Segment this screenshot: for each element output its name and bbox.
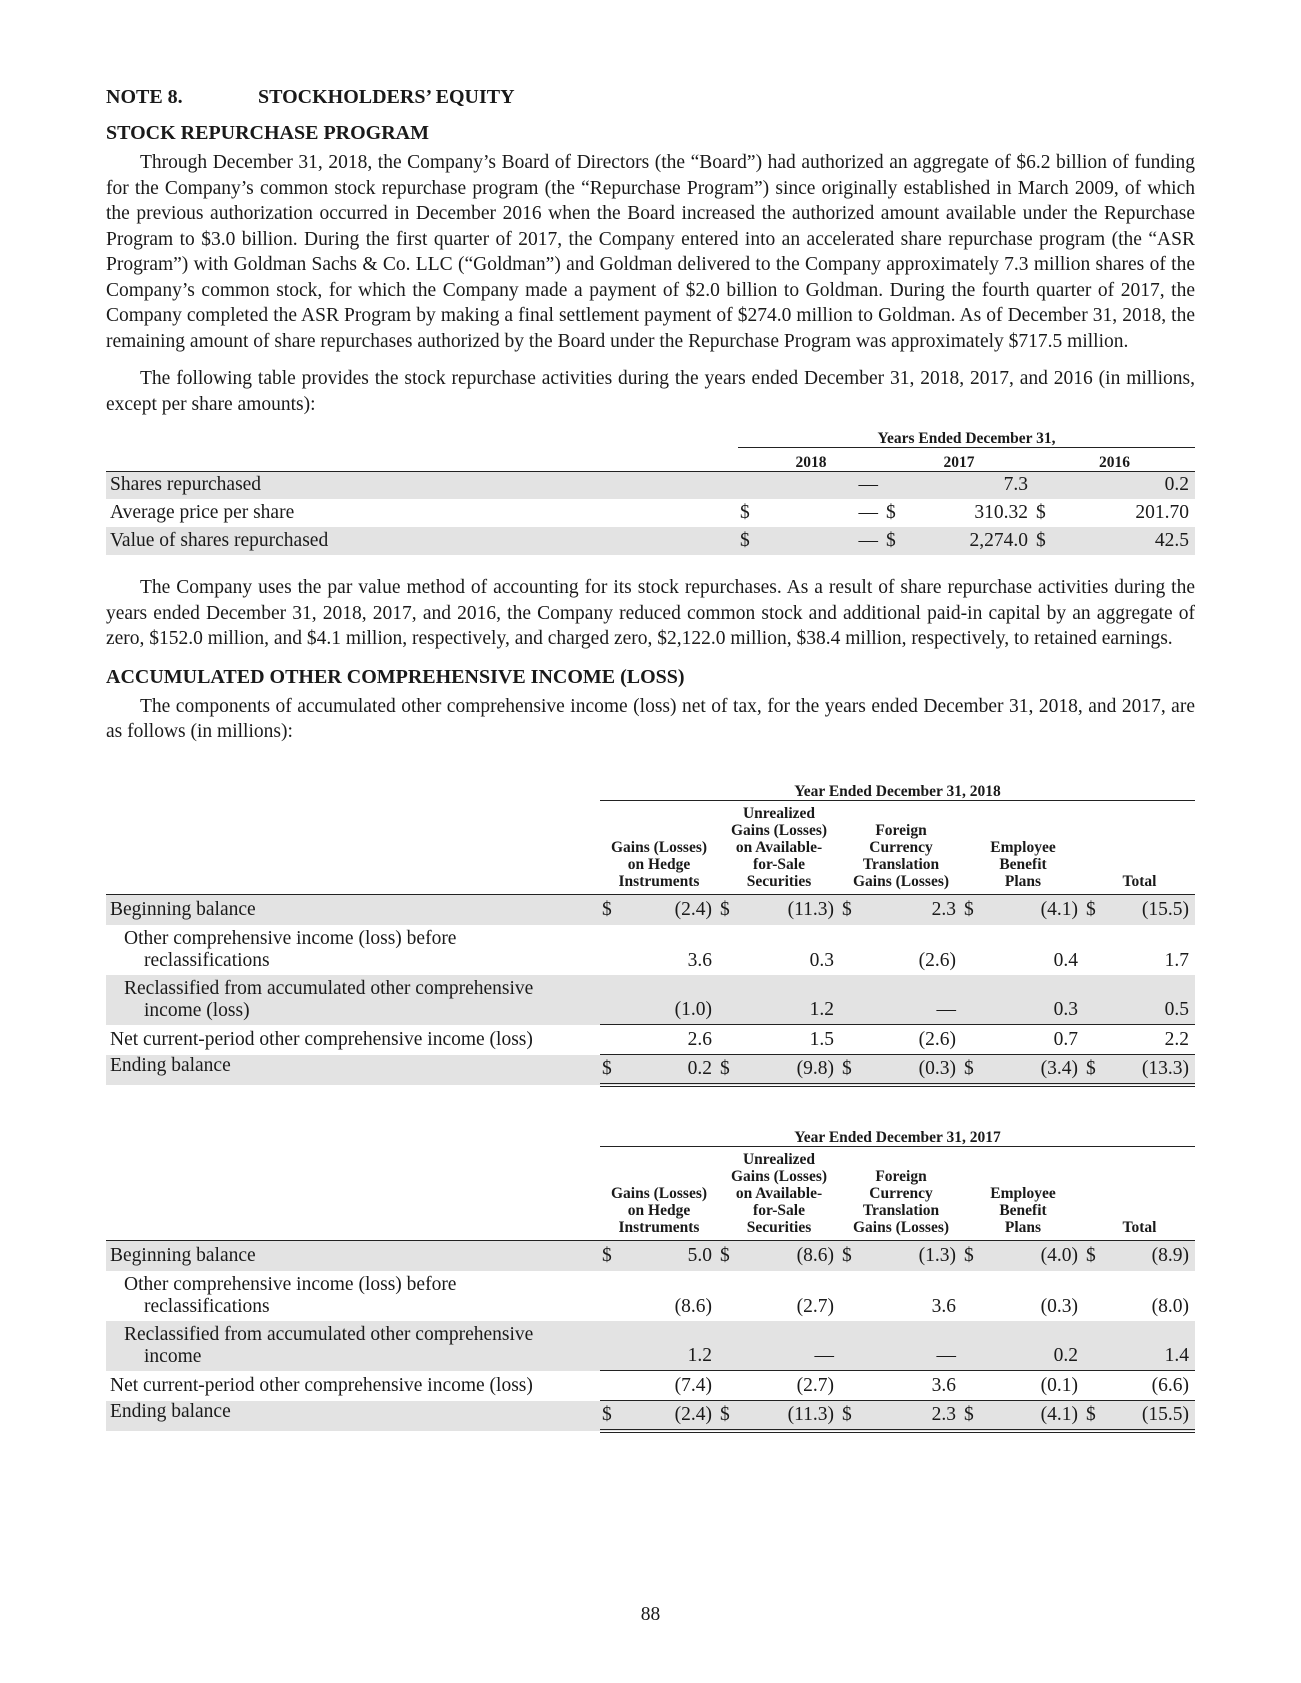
column-header: Total <box>1084 801 1195 895</box>
aoci-2018-table <box>106 777 1195 1087</box>
column-header: Total <box>1084 1147 1195 1241</box>
note-number: NOTE 8. <box>106 85 183 108</box>
year-header: 2016 <box>1034 447 1195 471</box>
note-heading: STOCKHOLDERS’ EQUITY <box>258 85 515 108</box>
table-row: Net current-period other comprehensive income (loss) 2.6 1.5 (2.6) 0.7 2.2 <box>106 1025 1195 1055</box>
section-heading-repurchase: STOCK REPURCHASE PROGRAM <box>106 122 429 144</box>
table-row: Average price per share $ — $ 310.32 $ 201.70 <box>110 502 1189 523</box>
table-row: Net current-period other comprehensive income (loss) (7.4) (2.7) 3.6 (0.1) (6.6) <box>106 1371 1195 1401</box>
year-header: 2017 <box>884 447 1034 471</box>
table-row: Other comprehensive income (loss) before reclassifications (8.6) (2.7) 3.6 (0.3) (8.0) <box>124 1273 1189 1317</box>
group-header: Year Ended December 31, 2018 <box>794 783 1001 800</box>
paragraph: Through December 31, 2018, the Company’s Board of Directors (the “Board”) had authorized an aggregate of $6.2 billion of funding for the Company’s common stock repurchase program (the “Repurchase Program”) since originally established in March 2009, of which the previous authorization occurred in December 2016 when the Board increased the authorized amount available under the Repurchase Program to $3.0 billion. During the first quarter of 2017, the Company entered into an accelerated share repurchase program (the “ASR Program”) with Goldman Sachs & Co. LLC (“Goldman”) and Goldman delivered to the Company approximately 7.3 million shares of the Company’s common stock, for which the Company made a payment of $2.0 billion to Goldman. During the fourth quarter of 2017, the Company completed the ASR Program by making a final settlement payment of $274.0 million to Goldman. As of December 31, 2018, the remaining amount of share repurchases authorized by the Board under the Repurchase Program was approximately $717.5 million. <box>106 152 1195 352</box>
document-page <box>106 84 1195 1433</box>
aoci-2017-table <box>106 1123 1195 1433</box>
column-header: Unrealized Gains (Losses) on Available-for-Sale Securities <box>718 801 840 895</box>
column-header: Gains (Losses) on Hedge Instruments <box>600 801 718 895</box>
column-header: Employee Benefit Plans <box>962 1147 1084 1241</box>
group-header: Years Ended December 31, <box>877 429 1056 447</box>
table-row: Reclassified from accumulated other comprehensive income (loss) (1.0) 1.2 — 0.3 0.5 <box>106 975 1195 1025</box>
table-row: Value of shares repurchased $ — $ 2,274.0 $ 42.5 <box>106 527 1195 555</box>
column-header: Foreign Currency Translation Gains (Losses) <box>840 801 962 895</box>
year-header: 2018 <box>738 447 884 471</box>
table-row: Reclassified from accumulated other comprehensive income 1.2 — — 0.2 1.4 <box>106 1321 1195 1371</box>
column-header: Unrealized Gains (Losses) on Available-for-Sale Securities <box>718 1147 840 1241</box>
paragraph: The following table provides the stock repurchase activities during the years ended December 31, 2018, 2017, and 2016 (in millions, except per share amounts): <box>106 368 1195 415</box>
note-title <box>106 84 1195 110</box>
table-row: Beginning balance $ 5.0 $ (8.6) $ (1.3) $ (4.0) $ (8.9) <box>106 1241 1195 1271</box>
column-header: Gains (Losses) on Hedge Instruments <box>600 1147 718 1241</box>
table-row: Shares repurchased — 7.3 0.2 <box>106 471 1195 499</box>
group-header: Year Ended December 31, 2017 <box>794 1129 1001 1146</box>
column-header: Employee Benefit Plans <box>962 801 1084 895</box>
table-row: Ending balance $ 0.2 $ (9.8) $ (0.3) $ (3.4) $ (13.3) <box>106 1055 1195 1085</box>
table-row: Ending balance $ (2.4) $ (11.3) $ 2.3 $ (4.1) $ (15.5) <box>106 1401 1195 1431</box>
page-number: 88 <box>640 1604 661 1625</box>
paragraph: The Company uses the par value method of accounting for its stock repurchases. As a result of share repurchase activities during the years ended December 31, 2018, 2017, and 2016, the Company reduced common stock and additional paid-in capital by an aggregate of zero, $152.0 million, and $4.1 million, respectively, and charged zero, $2,122.0 million, $38.4 million, respectively, to retained earnings. <box>106 577 1195 649</box>
column-header: Foreign Currency Translation Gains (Losses) <box>840 1147 962 1241</box>
table-row: Beginning balance $ (2.4) $ (11.3) $ 2.3 $ (4.1) $ (15.5) <box>106 895 1195 925</box>
paragraph: The components of accumulated other comprehensive income (loss) net of tax, for the years ended December 31, 2018, and 2017, are as follows (in millions): <box>106 695 1195 742</box>
repurchase-table <box>106 425 1195 555</box>
table-row: Other comprehensive income (loss) before reclassifications 3.6 0.3 (2.6) 0.4 1.7 <box>124 927 1189 971</box>
section-heading-aoci: ACCUMULATED OTHER COMPREHENSIVE INCOME (LOSS) <box>106 665 685 688</box>
